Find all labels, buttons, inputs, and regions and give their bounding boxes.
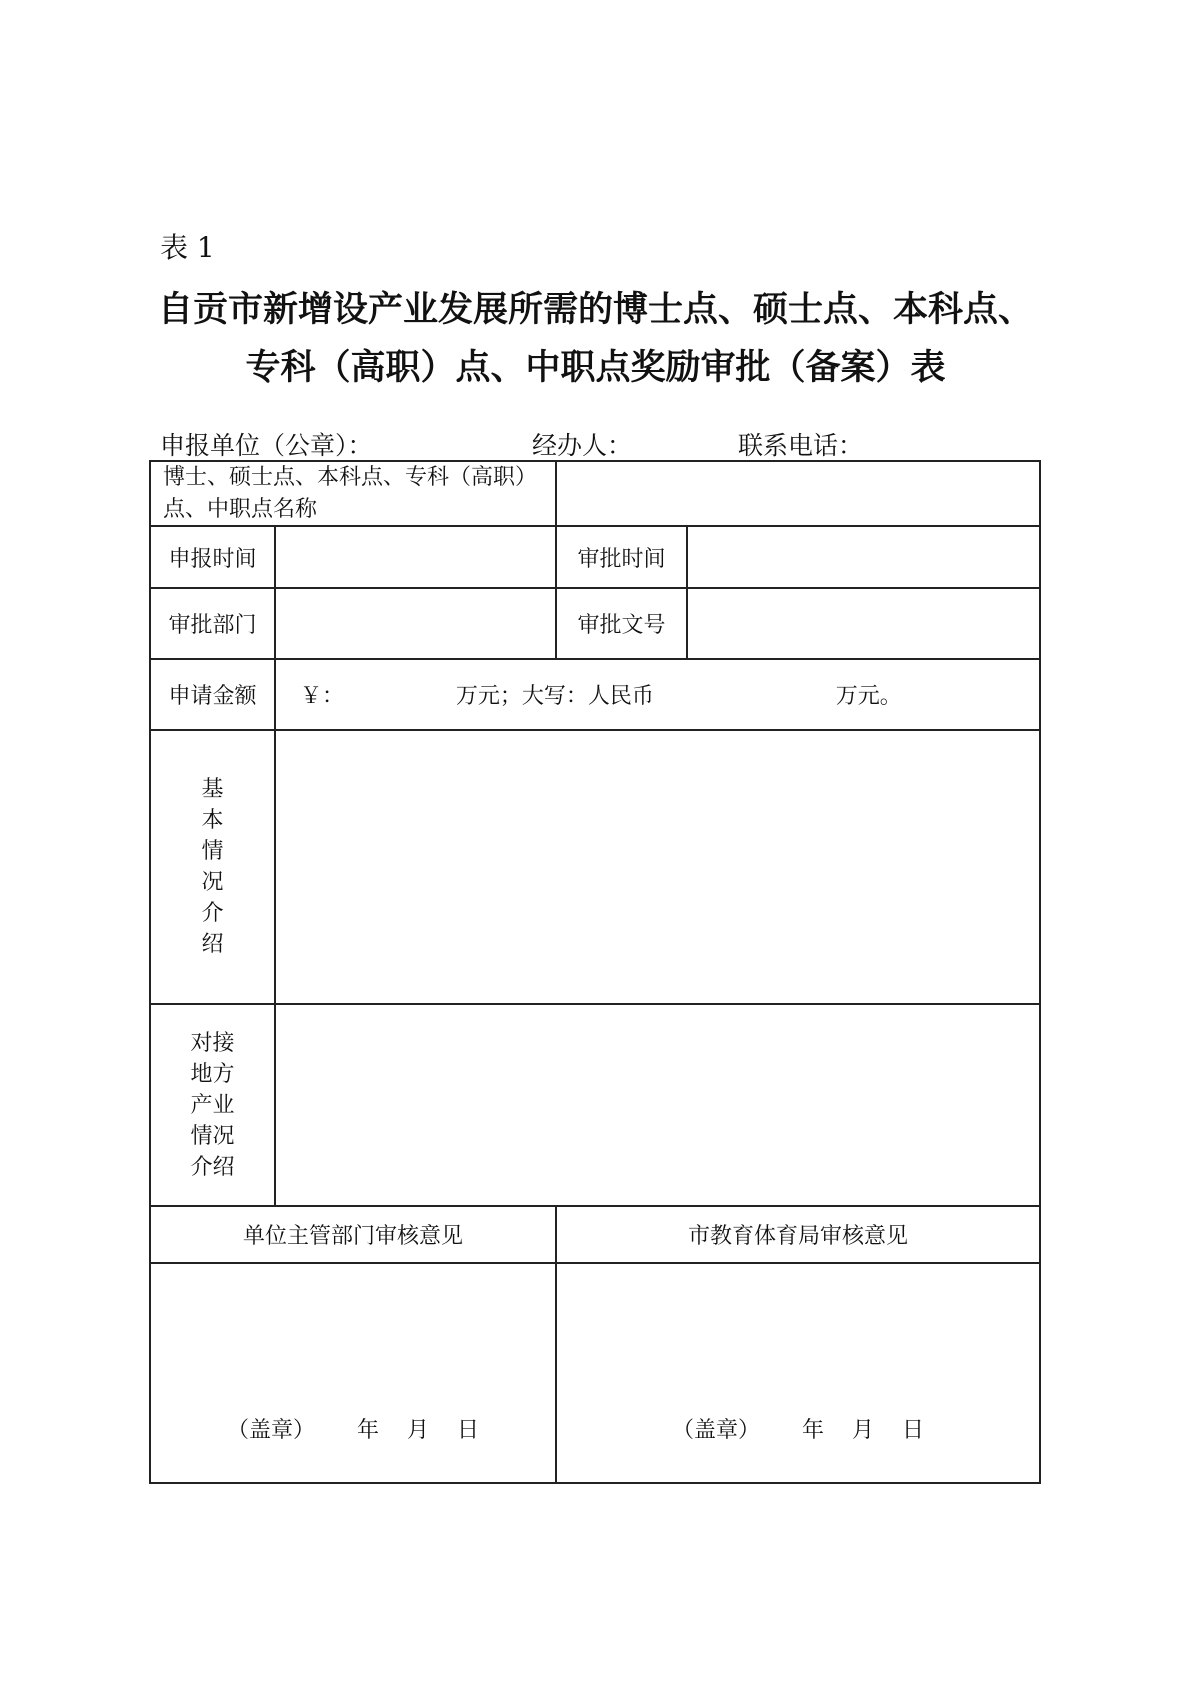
basic-info-char: 基 [201,777,224,802]
phone-label: 联系电话： [738,431,864,460]
approve-dept-label: 审批部门 [151,589,276,660]
industry-info-line: 介绍 [190,1154,235,1180]
handler-label: 经办人： [532,431,633,460]
page-title-line-1: 自贡市新增设产业发展所需的博士点、硕士点、本科点、 [157,290,1033,330]
approve-doc-input[interactable] [688,589,1041,660]
industry-info-line: 对接 [190,1030,235,1056]
amount-label: 申请金额 [151,660,276,731]
applicant-unit-label: 申报单位（公章）： [160,431,373,460]
unit-review-sign-area[interactable]: （盖章） 年 月 日 [151,1264,557,1484]
industry-info-line: 情况 [190,1123,235,1149]
basic-info-char: 本 [201,808,224,833]
city-review-sign-area[interactable]: （盖章） 年 月 日 [557,1264,1041,1484]
apply-time-label: 申报时间 [151,527,276,589]
program-name-input[interactable] [557,462,1041,527]
amount-field[interactable]: ￥： 万元；大写：人民币 万元。 [276,660,1041,731]
page-title-line-2: 专科（高职）点、中职点奖励审批（备案）表 [245,348,946,388]
basic-info-char: 况 [201,870,224,895]
basic-info-char: 情 [201,839,224,864]
basic-info-label [151,731,276,1005]
industry-info-input[interactable] [276,1005,1041,1207]
approval-form-table [149,460,1041,1484]
approve-time-label: 审批时间 [557,527,688,589]
industry-info-label [151,1005,276,1207]
approve-doc-label: 审批文号 [557,589,688,660]
approve-dept-input[interactable] [276,589,557,660]
basic-info-input[interactable] [276,731,1041,1005]
basic-info-char: 绍 [201,932,224,957]
industry-info-line: 地方 [190,1061,235,1087]
industry-info-line: 产业 [190,1092,235,1118]
table-label: 表 1 [160,231,215,264]
basic-info-char: 介 [201,901,224,926]
approve-time-input[interactable] [688,527,1041,589]
unit-review-label: 单位主管部门审核意见 [151,1207,557,1264]
city-review-label: 市教育体育局审核意见 [557,1207,1041,1264]
apply-time-input[interactable] [276,527,557,589]
program-name-label: 博士、硕士点、本科点、专科（高职）点、中职点名称 [151,462,557,527]
